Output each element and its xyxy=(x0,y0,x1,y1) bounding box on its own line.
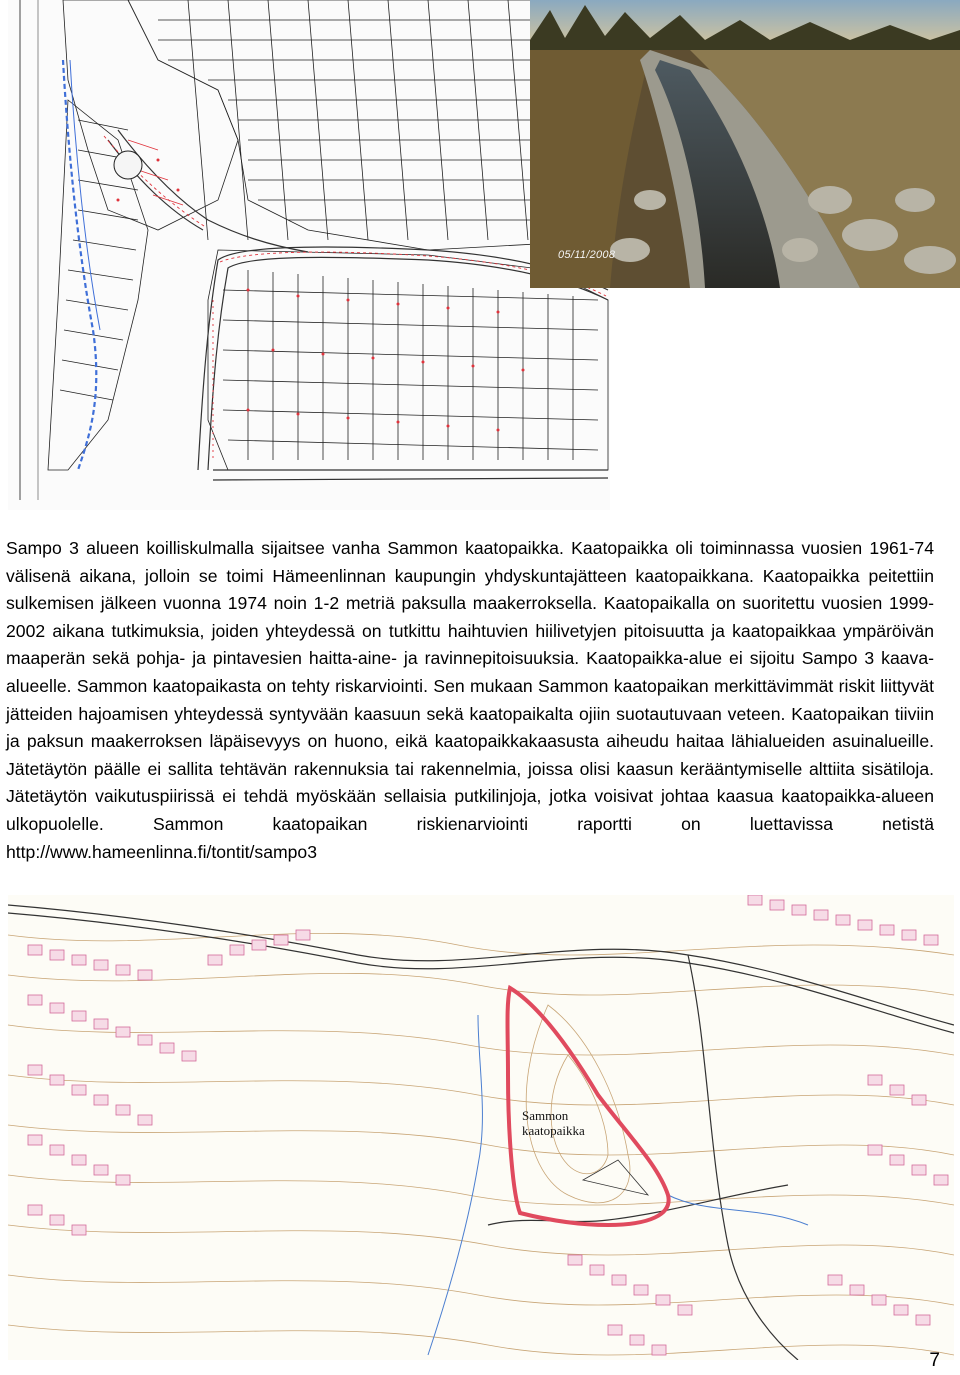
topo-map-drawing xyxy=(8,895,954,1360)
landfill-outline xyxy=(508,988,669,1225)
topo-map xyxy=(8,895,954,1360)
site-plan-map xyxy=(8,0,610,510)
body-paragraph: Sampo 3 alueen koilliskulmalla sijaitsee vanha Sammon kaatopaikka. Kaatopaikka oli toiminnassa vuosien 1961-74 välisenä aikana, jolloin se toimi Hämeenlinnan kaupungin yhdyskuntajätteen kaatopaikkana. Kaatopaikka peitettiin sulkemisen jälkeen vuonna 1974 noin 1-2 metriä paksulla maakerroksella. Kaatopaikalla on suoritettu vuosien 1999-2002 aikana tutkimuksia, joiden yhteydessä on tutkittu haihtuvien hiilivetyjen pitoisuutta ja kaatopaikkaa ympäröivän maaperän sekä pohja- ja pintavesien haitta-aine- ja ravinnepitoisuuksia. Kaatopaikka-alue ei sijoitu Sampo 3 kaava-alueelle. Sammon kaatopaikasta on tehty riskarviointi. Sen mukaan Sammon kaatopaikan merkittävimmät riskit liittyvät jätteiden hajoamisen yhteydessä syntyvään kaasuun sekä kaatopaikalta ojiin suotautuvaan veteen. Kaatopaikan tiiviin ja paksun maakerroksen läpäisevyys on huono, eikä kaatopaikkakaasusta aiheudu haitaa lähialueiden asuinalueille. Jätetäytön päälle ei sallita tehtävän rakennuksia tai rakennelmia, joissa olisi kaasun kerääntymiselle alttiita sisätiloja. Jätetäytön vaikutuspiirissä ei tehdä myöskään sellaisia putkilinjoja, jotka voisivat johtaa kaasua kaatopaikka-alueen ulkopuolelle. Sammon kaatopaikan riskienarviointi raportti on luettavissa netistä http://www.hameenlinna.fi/tontit/sampo3 xyxy=(6,538,934,862)
landfill-label xyxy=(522,1108,612,1138)
ditch-photo xyxy=(530,0,960,288)
page-number: 7 xyxy=(929,1350,940,1371)
site-plan-drawing xyxy=(8,0,610,510)
ditch-photo-drawing xyxy=(530,0,960,288)
landfill-label-line2: kaatopaikka xyxy=(522,1123,585,1138)
landfill-label-line1: Sammon xyxy=(522,1108,569,1123)
photo-date-stamp: 05/11/2008 xyxy=(558,249,616,261)
